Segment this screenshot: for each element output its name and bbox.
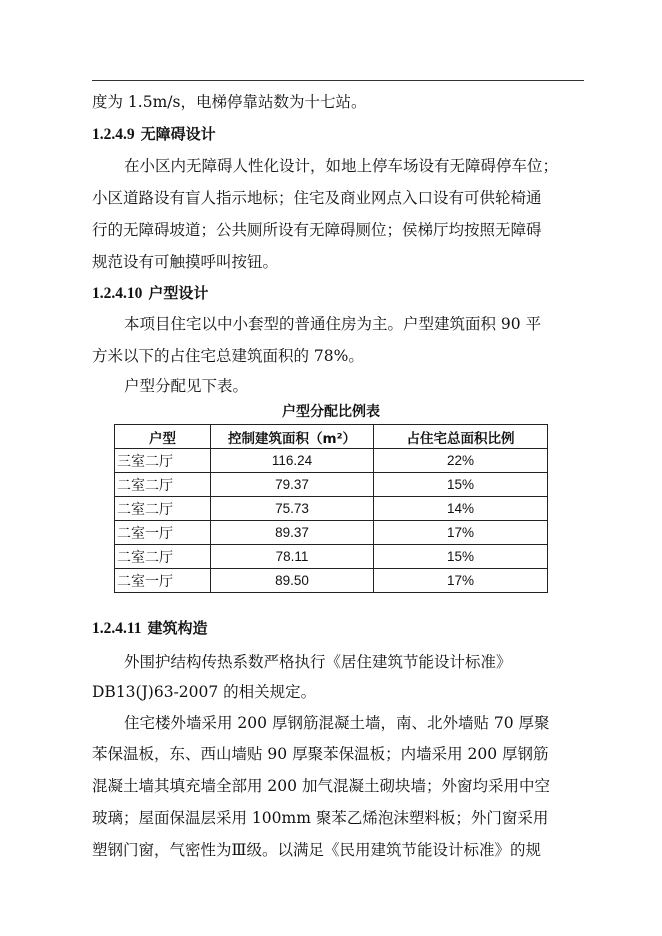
section-heading-accessible [92,124,216,146]
section-title: 建筑构造 [147,619,208,637]
paragraph-line: 户型分配见下表。 [124,377,249,395]
column-header-area: 控制建筑面积（m²） [211,425,374,449]
cell-area: 89.37 [211,521,374,545]
cell-ratio: 15% [374,473,548,497]
paragraph-line: 小区道路设有盲人指示地标；住宅及商业网点入口设有可供轮椅通 [92,189,542,207]
section-number: 1.2.4.9 [92,126,135,143]
paragraph-line: 本项目住宅以中小套型的普通住房为主。户型建筑面积 90 平 [124,315,542,333]
section-heading-construction [92,618,208,640]
cell-ratio: 17% [374,521,548,545]
cell-area: 78.11 [211,545,374,569]
table-row [115,569,548,593]
cell-ratio: 22% [374,449,548,473]
table-row [115,521,548,545]
cell-area: 75.73 [211,497,374,521]
column-header-ratio: 占住宅总面积比例 [374,425,548,449]
paragraph-line: 苯保温板，东、西山墙贴 90 厚聚苯保温板；内墙采用 200 厚钢筋 [92,745,549,763]
cell-area: 79.37 [211,473,374,497]
column-header-unit-type: 户型 [115,425,211,449]
cell-ratio: 17% [374,569,548,593]
paragraph-line: 规范设有可触摸呼叫按钮。 [92,253,279,271]
paragraph-line: 塑钢门窗，气密性为Ⅲ级。以满足《民用建筑节能设计标准》的规 [92,841,541,859]
table-header-row [115,425,548,449]
table-caption: 户型分配比例表 [282,404,380,420]
section-number: 1.2.4.10 [92,285,143,302]
cell-ratio: 14% [374,497,548,521]
cell-area: 116.24 [211,449,374,473]
cell-unit-type: 二室一厅 [115,569,211,593]
table-row [115,449,548,473]
paragraph-line: 住宅楼外墙采用 200 厚钢筋混凝土墙，南、北外墙贴 70 厚聚 [124,714,550,732]
table-row [115,545,548,569]
cell-ratio: 15% [374,545,548,569]
cell-unit-type: 二室二厅 [115,545,211,569]
section-title: 无障碍设计 [140,125,216,143]
unit-distribution-table [114,424,548,593]
header-rule [92,80,584,81]
paragraph-line: 混凝土墙其填充墙全部用 200 加气混凝土砌块墙；外窗均采用中空 [92,777,550,795]
section-heading-unit-type [92,283,208,305]
cell-unit-type: 二室二厅 [115,473,211,497]
table-row [115,497,548,521]
paragraph-line: 外围护结构传热系数严格执行《居住建筑节能设计标准》 [124,653,512,671]
paragraph-line: DB13(J)63-2007 的相关规定。 [92,683,317,701]
cell-area: 89.50 [211,569,374,593]
paragraph-line: 玻璃；屋面保温层采用 100mm 聚苯乙烯泡沫塑料板；外门窗采用 [92,809,549,827]
table-row [115,473,548,497]
paragraph-line: 方米以下的占住宅总建筑面积的 78%。 [92,347,364,365]
cell-unit-type: 三室二厅 [115,449,211,473]
section-number: 1.2.4.11 [92,620,142,637]
cell-unit-type: 二室一厅 [115,521,211,545]
cell-unit-type: 二室二厅 [115,497,211,521]
paragraph-line: 在小区内无障碍人性化设计，如地上停车场设有无障碍停车位； [124,157,559,175]
paragraph-line: 行的无障碍坡道；公共厕所设有无障碍厕位；侯梯厅均按照无障碍 [92,221,542,239]
continuation-line: 度为 1.5m/s，电梯停靠站数为十七站。 [92,93,367,111]
section-title: 户型设计 [148,284,209,302]
